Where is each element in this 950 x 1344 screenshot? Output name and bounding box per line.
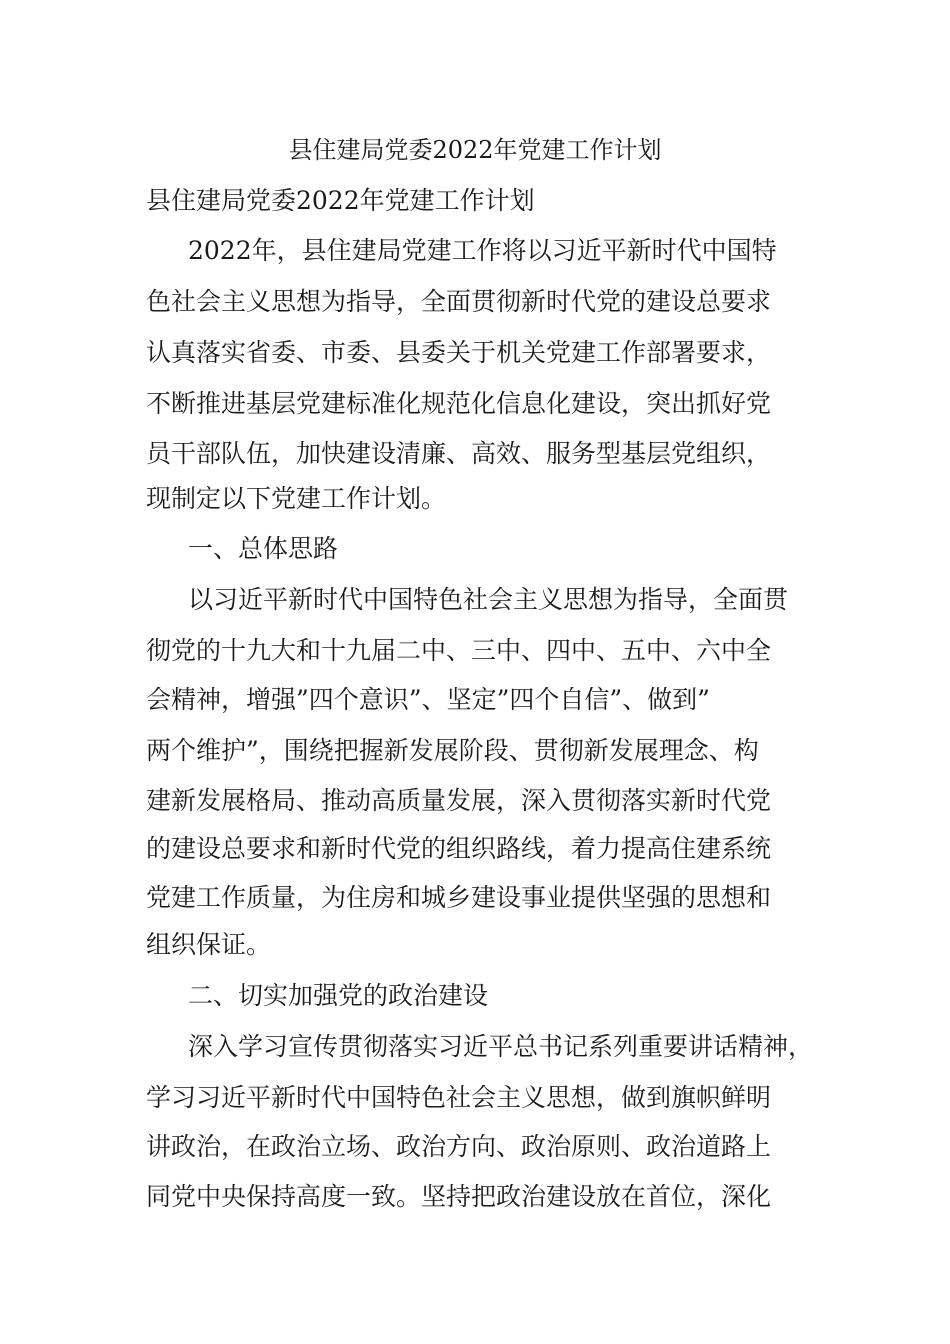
paragraph-line: 学习习近平新时代中国特色社会主义思想，做到旗帜鲜明: [146, 1083, 772, 1112]
section-heading: 一、总体思路: [188, 534, 339, 563]
section-heading: 二、切实加强党的政治建设: [188, 981, 489, 1010]
paragraph-line: 建新发展格局、推动高质量发展，深入贯彻落实新时代党: [146, 786, 772, 815]
document-title: 县住建局党委2022年党建工作计划: [288, 136, 662, 164]
paragraph-line: 认真落实省委、市委、县委关于机关党建工作部署要求，: [146, 338, 772, 367]
paragraph-line: 组织保证。: [146, 930, 272, 959]
paragraph-line: 的建设总要求和新时代党的组织路线，着力提高住建系统: [146, 834, 772, 863]
document-subtitle: 县住建局党委2022年党建工作计划: [146, 186, 535, 215]
paragraph-line: 两个维护”，围绕把握新发展阶段、贯彻新发展理念、构: [146, 736, 759, 765]
paragraph-line: 以习近平新时代中国特色社会主义思想为指导，全面贯: [188, 585, 789, 614]
paragraph-line: 同党中央保持高度一致。坚持把政治建设放在首位，深化: [146, 1182, 772, 1211]
paragraph-line: 深入学习宣传贯彻落实习近平总书记系列重要讲话精神，: [188, 1032, 814, 1061]
paragraph-line: 现制定以下党建工作计划。: [146, 484, 447, 513]
paragraph-line: 2022年，县住建局党建工作将以习近平新时代中国特: [188, 236, 777, 265]
paragraph-line: 党建工作质量，为住房和城乡建设事业提供坚强的思想和: [146, 883, 772, 912]
paragraph-line: 会精神，增强”四个意识”、坚定”四个自信”、做到”: [146, 685, 710, 714]
paragraph-line: 不断推进基层党建标准化规范化信息化建设，突出抓好党: [146, 389, 772, 418]
paragraph-line: 讲政治，在政治立场、政治方向、政治原则、政治道路上: [146, 1132, 772, 1161]
paragraph-line: 彻党的十九大和十九届二中、三中、四中、五中、六中全: [146, 636, 772, 665]
paragraph-line: 员干部队伍，加快建设清廉、高效、服务型基层党组织，: [146, 439, 772, 468]
paragraph-line: 色社会主义思想为指导，全面贯彻新时代党的建设总要求: [146, 287, 772, 316]
